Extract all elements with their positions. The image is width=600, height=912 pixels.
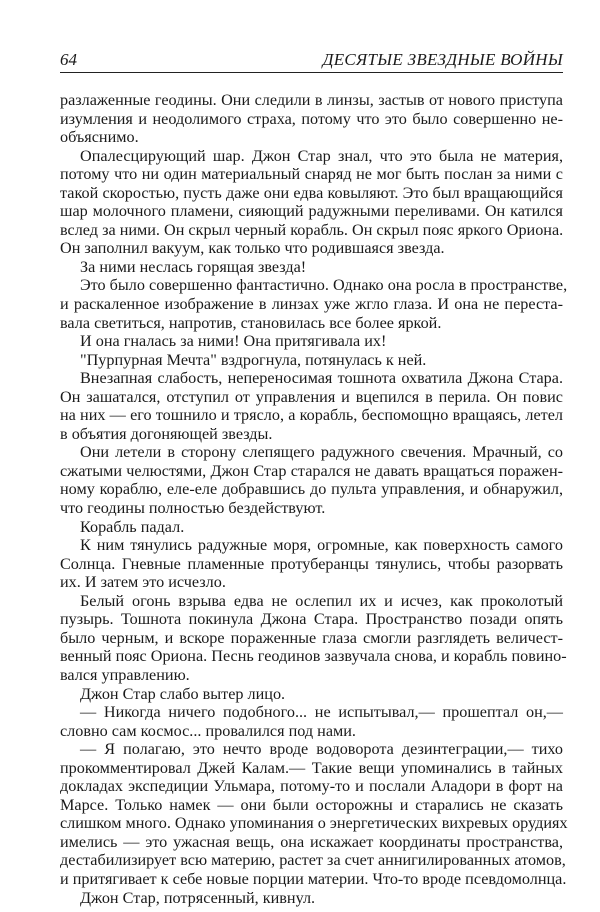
text-line: Они летели в сторону слепящего радужного свечения. Мрачный, со: [80, 443, 563, 462]
text-line: было черным, и вскоре пораженные глаза смогли разглядеть величест-: [60, 628, 563, 647]
text-line: прокомментировал Джей Калам.— Такие вещи упоминались в тайных: [60, 758, 563, 777]
text-line: Внезапная слабость, непереносимая тошнота охватила Джона Стара.: [80, 369, 563, 388]
text-line: Он заполнил вакуум, как только что родившаяся звезда.: [60, 239, 445, 258]
paragraph: [60, 332, 563, 351]
text-line: сжатыми челюстями, Джон Стар старался не давать вращаться поражен-: [60, 461, 563, 480]
text-line: Опалесцирующий шар. Джон Стар знал, что это была не материя,: [80, 146, 563, 165]
paragraph: [60, 703, 563, 740]
text-line: изумления и неодолимого страха, потому что это было совершенно не-: [60, 109, 563, 128]
text-line: дестабилизирует всю материю, растет за счет аннигилированных атомов,: [60, 851, 566, 870]
running-title: ДЕСЯТЫЕ ЗВЕЗДНЫЕ ВОЙНЫ: [322, 50, 563, 69]
text-line: что геодины полностью бездействуют.: [60, 499, 326, 518]
page-body-text: [60, 91, 568, 907]
text-line: И она гналась за ними! Она притягивала их!: [80, 332, 387, 351]
text-line: Джон Стар слабо вытер лицо.: [80, 684, 286, 703]
text-line: "Пурпурная Мечта" вздрогнула, потянулась к ней.: [80, 350, 427, 369]
text-line: Марсе. Только намек — они были осторожны и старались не сказать: [60, 795, 563, 814]
text-line: потому что ни один материальный снаряд не мог быть послан за ними с: [60, 165, 563, 184]
paragraph: [60, 889, 563, 908]
page-number: 64: [60, 50, 77, 69]
text-line: ному кораблю, еле-еле добравшись до пульта управления, и обнаружил,: [60, 480, 563, 499]
running-header: [60, 48, 563, 73]
text-line: и притягивает к себе новые порции материи. Что-то вроде псевдомолнца.: [60, 869, 567, 888]
text-line: За ними неслась горящая звезда!: [80, 257, 307, 276]
paragraph: [60, 369, 563, 443]
text-line: разлаженные геодины. Они следили в линзы, застыв от нового приступа: [60, 91, 563, 109]
text-line: имелись — это ужасная вещь, она искажает координаты пространства,: [60, 832, 563, 851]
paragraph: [60, 518, 563, 537]
text-line: вала светиться, напротив, становилась все более яркой.: [60, 313, 442, 332]
paragraph: [60, 443, 563, 517]
text-line: их. И затем это исчезло.: [60, 573, 226, 592]
text-line: докладах экспедиции Ульмара, потому-то и послали Аладори в форт на: [60, 777, 563, 796]
text-line: вслед за ними. Он скрыл черный корабль. Он скрыл пояс яркого Ориона.: [60, 220, 564, 239]
text-line: на них — его тошнило и трясло, а корабль, беспомощно вращаясь, летел: [60, 406, 563, 425]
text-line: слишком много. Однако упоминания о энергетических вихревых орудиях: [60, 814, 568, 833]
text-line: и раскаленное изображение в линзах уже жгло глаза. И она не переста-: [60, 295, 563, 314]
text-line: Корабль падал.: [80, 517, 185, 536]
text-line: Он зашатался, отступил от управления и вцепился в перила. Он повис: [60, 387, 563, 406]
text-line: объяснимо.: [60, 128, 139, 147]
paragraph: [60, 685, 563, 704]
text-line: Джон Стар, потрясенный, кивнул.: [80, 888, 316, 907]
text-line: Белый огонь взрыва едва не ослепил их и исчез, как проколотый: [80, 591, 563, 610]
text-line: Это было совершенно фантастично. Однако она росла в пространстве,: [80, 276, 568, 295]
paragraph: [60, 740, 568, 888]
paragraph: [60, 147, 563, 258]
text-line: в объятия догоняющей звезды.: [60, 424, 273, 443]
paragraph: [60, 351, 563, 370]
paragraph: [60, 591, 567, 685]
text-line: словно сам космос... провалился под нами.: [60, 721, 356, 740]
text-line: такой скоростью, пусть даже они едва ковыляют. Это был вращающийся: [60, 183, 563, 202]
paragraph: [60, 258, 563, 277]
text-line: венный пояс Ориона. Песнь геодинов зазвучала снова, и корабль повино-: [60, 647, 567, 666]
text-line: пузырь. Тошнота покинула Джона Стара. Пространство позади опять: [60, 610, 563, 629]
text-line: — Никогда ничего подобного... не испытывал,— прошептал он,—: [80, 703, 563, 722]
text-line: К ним тянулись радужные моря, огромные, как поверхность самого: [80, 536, 563, 555]
paragraph: [60, 91, 563, 147]
text-line: Солнца. Гневные пламенные протуберанцы тянулись, чтобы разорвать: [60, 554, 563, 573]
text-line: вался управлению.: [60, 665, 190, 684]
text-line: — Я полагаю, это нечто вроде водоворота дезинтеграции,— тихо: [80, 740, 563, 759]
text-line: шар молочного пламени, сияющий радужными переливами. Он катился: [60, 202, 563, 221]
paragraph: [60, 536, 563, 592]
paragraph: [60, 276, 568, 332]
